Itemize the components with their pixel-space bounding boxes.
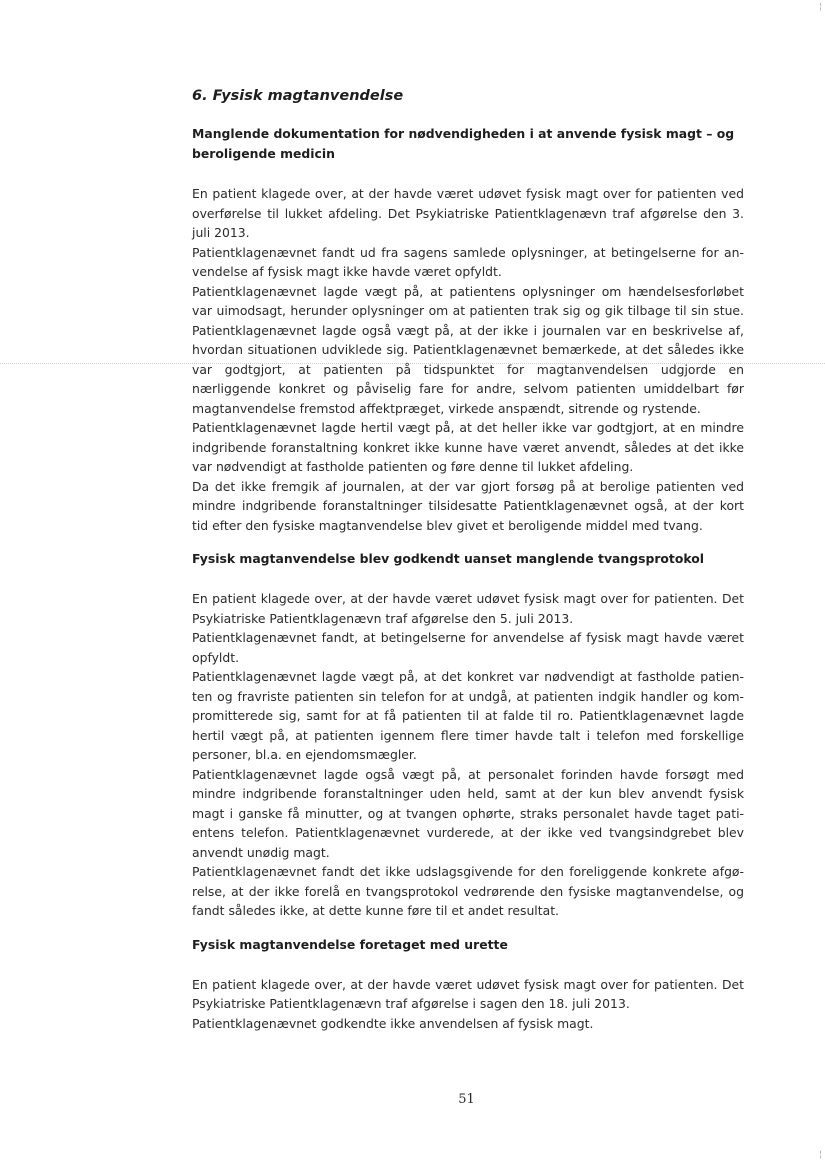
page-number: 51 [458, 1092, 475, 1107]
chapter-title: 6. Fysisk magtanvendelse [192, 88, 404, 104]
paragraph: Patientklagenævnet godkendte ikke anvendelsen af fysisk magt. [192, 1015, 594, 1031]
paragraph: Patientklagenævnet fandt det ikke udslagsgivende for den foreliggende konkrete afgørelse, at der ikke forelå en tvangsprotokol vedrørende den fysiske magtanvendelse, og fandt således ikke, at dette kunne føre til et andet resultat. [192, 864, 744, 918]
section-1-body [192, 184, 744, 535]
paragraph: En patient klagede over, at der havde været udøvet fysisk magt over for patienten ved overførelse til lukket afdeling. Det Psykiatriske Patientklagenævn traf afgørelse den 3. juli 2013. [192, 186, 744, 240]
paragraph: Patientklagenævnet fandt, at betingelserne for anvendelse af fysisk magt havde været opfyldt. [192, 630, 744, 665]
paragraph: Da det ikke fremgik af journalen, at der var gjort forsøg på at berolige patienten ved mindre indgribende foranstaltninger tilsidesatte Patientklagenævnet også, at der kort tid efter den fysiske magtanvendelse blev givet et beroligende middel med tvang. [192, 478, 744, 533]
paragraph: Patientklagenævnet lagde vægt på, at det konkret var nødvendigt at fastholde patienten og fravriste patienten sin telefon for at undgå, at patienten indgik handler og kompromitterede sig, samt for at få patienten til at falde til ro. Patientklagenævnet lagde hertil vægt på, at patienten igennem flere timer havde talt i telefon med forskellige personer, bl.a. en ejendomsmægler. [192, 669, 744, 762]
paragraph: Patientklagenævnet lagde vægt på, at patientens oplysninger om hændelsesforløbet var uimodsagt, herunder oplysninger om at patienten trak sig og gik tilbage til sin stue. Patientklagenævnet lagde også vægt på, at der ikke i journalen var en beskrivelse af, hvordan situationen udviklede sig. Patientklagenævnet bemærkede, at det således ikke var godtgjort, at patienten på tidspunktet for magtanvendelsen udgjorde en nærliggende konkret og påviselig fare for andre, selvom patienten umiddelbart før magtanvendelse fremstod affektpræget, virkede anspændt, sitrende og rystende. [192, 283, 744, 416]
paragraph: Patientklagenævnet lagde også vægt på, at personalet forinden havde forsøgt med mindre indgribende foranstaltninger uden held, samt at der kun blev anvendt fysisk magt i ganske få minutter, og at tvangen ophørte, straks personalet havde taget patientens telefon. Patientklagenævnet vurderede, at der ikke ved tvangsindgrebet blev anvendt unødig magt. [192, 766, 744, 860]
section-2-body [192, 589, 744, 921]
section-3-heading: Fysisk magtanvendelse foretaget med urette [192, 936, 508, 952]
section-3-body [192, 975, 744, 1034]
section-2-heading: Fysisk magtanvendelse blev godkendt uanset manglende tvangsprotokol [192, 551, 705, 566]
page-content [192, 86, 744, 1033]
paragraph: Patientklagenævnet lagde hertil vægt på, at det heller ikke var godtgjort, at en mindre indgribende foranstaltning konkret ikke kunne have været anvendt, således at det ikke var nødvendigt at fastholde patienten og føre denne til lukket afdeling. [192, 420, 744, 474]
section-1-heading: Manglende dokumentation for nødvendigheden i at anvende fysisk magt – og beroligende medicin [192, 126, 735, 161]
scan-mark-top: ¦ [818, 2, 822, 12]
paragraph: Patientklagenævnet fandt ud fra sagens samlede oplysninger, at betingelserne for anvendelse af fysisk magt ikke havde været opfyldt. [192, 244, 744, 279]
scan-mark-bottom: ¦ [818, 1150, 822, 1160]
paragraph: En patient klagede over, at der havde været udøvet fysisk magt over for patienten. Det Psykiatriske Patientklagenævn traf afgørelse den 5. juli 2013. [192, 591, 744, 626]
paragraph: En patient klagede over, at der havde været udøvet fysisk magt over for patienten. Det Psykiatriske Patientklagenævn traf afgørelse i sagen den 18. juli 2013. [192, 976, 744, 1011]
